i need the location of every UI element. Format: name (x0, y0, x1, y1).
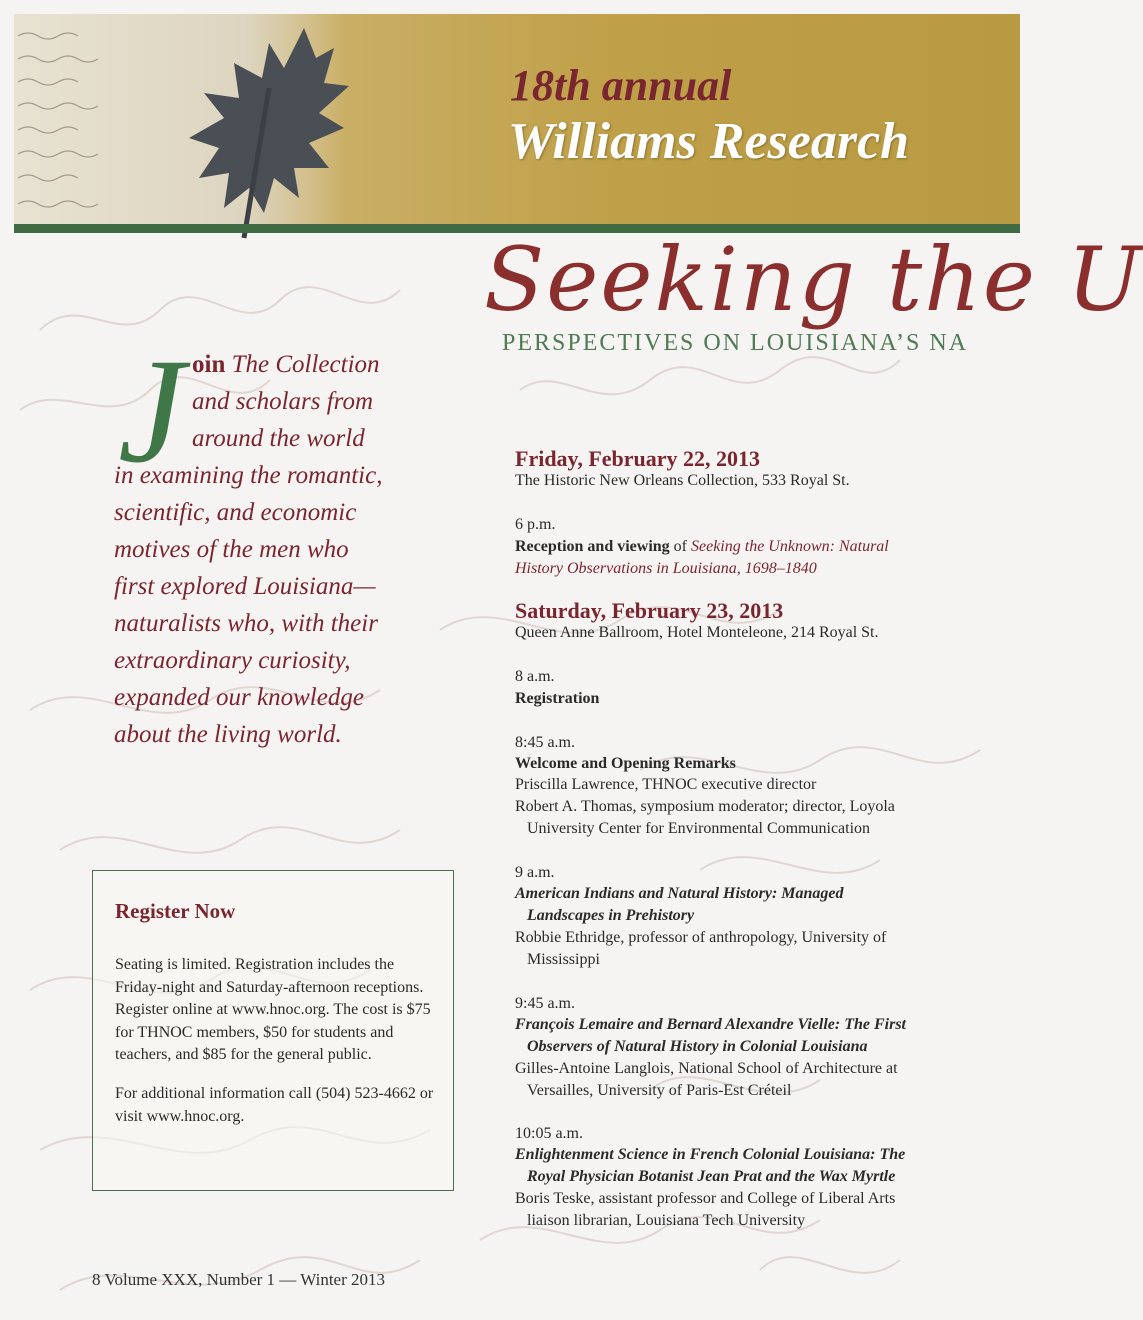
register-heading: Register Now (115, 899, 236, 923)
intro-line: oin The Collection (192, 351, 380, 378)
friday-event-title: History Observations in Louisiana, 1698–1840 (515, 560, 817, 577)
oak-leaf-icon (184, 28, 354, 238)
intro-line: extraordinary curiosity, (114, 647, 351, 674)
item-speaker: Gilles-Antoine Langlois, National School of Architecture at (515, 1060, 898, 1077)
intro-line: and scholars from (192, 388, 374, 415)
header-banner (14, 14, 1020, 224)
intro-line: scientific, and economic (114, 499, 357, 526)
item-speaker: Robert A. Thomas, symposium moderator; director, Loyola (515, 798, 895, 815)
intro-line: about the living world. (114, 721, 342, 748)
intro-line: first explored Louisiana— (114, 573, 376, 600)
saturday-venue: Queen Anne Ballroom, Hotel Monteleone, 214 Royal St. (515, 624, 879, 641)
register-details: Seating is limited. Registration includes the Friday-night and Saturday-afternoon receptions. Register online at www.hnoc.org. The cost is $75 for THNOC members, $50 for students and teachers, and $85 for the general public. (115, 956, 431, 1063)
item-time: 8 a.m. (515, 668, 555, 685)
intro-line: around the world (192, 425, 365, 452)
friday-event: Reception and viewing of Seeking the Unknown: Natural (515, 538, 889, 555)
item-speaker: Mississippi (527, 951, 600, 968)
saturday-heading: Saturday, February 23, 2013 (515, 598, 784, 623)
intro-line: naturalists who, with their (114, 610, 378, 637)
item-title: Enlightenment Science in French Colonial Louisiana: The (515, 1146, 906, 1163)
intro-text (114, 346, 454, 753)
item-speaker: Boris Teske, assistant professor and College of Liberal Arts (515, 1190, 896, 1207)
friday-venue: The Historic New Orleans Collection, 533 Royal St. (515, 472, 850, 489)
item-speaker: Robbie Ethridge, professor of anthropology, University of (515, 929, 887, 946)
banner-annual: 18th annual (510, 61, 732, 110)
item-time: 8:45 a.m. (515, 734, 575, 751)
exhibit-subtitle: PERSPECTIVES ON LOUISIANA’S NA (502, 330, 969, 356)
page-footer: 8 Volume XXX, Number 1 — Winter 2013 (92, 1270, 386, 1289)
exhibit-title: Seeking the U (484, 228, 1143, 331)
item-time: 9:45 a.m. (515, 995, 575, 1012)
item-title: Landscapes in Prehistory (527, 907, 695, 924)
item-title: Registration (515, 690, 600, 707)
item-title: Royal Physician Botanist Jean Prat and the Wax Myrtle (527, 1168, 896, 1185)
intro-line: motives of the men who (114, 536, 349, 563)
drop-cap: J (118, 328, 185, 494)
item-time: 10:05 a.m. (515, 1125, 583, 1142)
item-speaker: Versailles, University of Paris-Est Créteil (527, 1082, 792, 1099)
register-box (92, 870, 454, 1191)
friday-heading: Friday, February 22, 2013 (515, 446, 761, 471)
item-title: American Indians and Natural History: Managed (515, 885, 844, 902)
banner-title: Williams Research (508, 113, 910, 170)
register-contact: For additional information call (504) 523-4662 or visit www.hnoc.org. (115, 1085, 434, 1125)
item-title: François Lemaire and Bernard Alexandre Vielle: The First (515, 1016, 906, 1033)
item-speaker: liaison librarian, Louisiana Tech University (527, 1212, 806, 1229)
item-title: Welcome and Opening Remarks (515, 755, 736, 772)
friday-time: 6 p.m. (515, 516, 556, 533)
item-speaker: University Center for Environmental Communication (527, 820, 871, 837)
intro-line: expanded our knowledge (114, 684, 364, 711)
item-title: Observers of Natural History in Colonial Louisiana (527, 1038, 868, 1055)
intro-line: in examining the romantic, (114, 462, 383, 489)
item-speaker: Priscilla Lawrence, THNOC executive director (515, 776, 817, 793)
item-time: 9 a.m. (515, 864, 555, 881)
